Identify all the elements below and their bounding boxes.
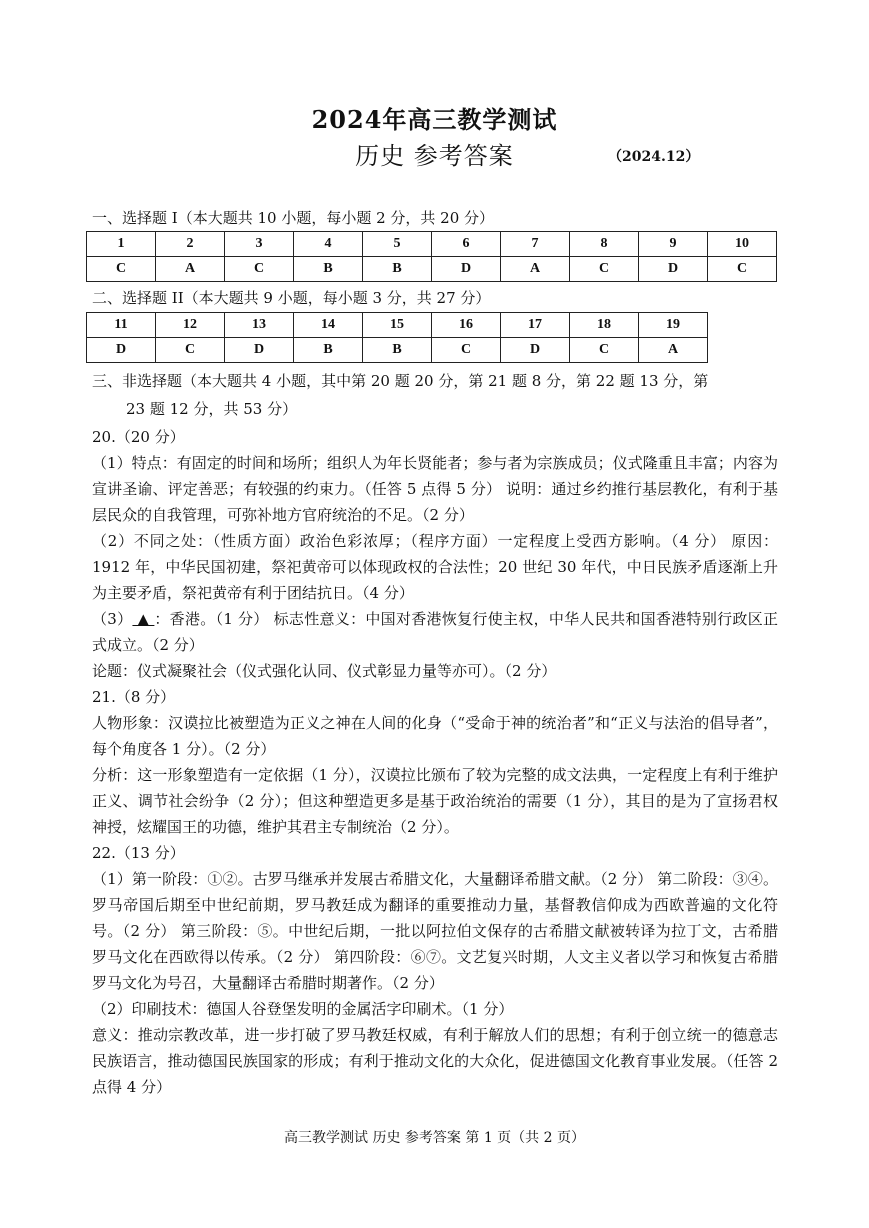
- question-number: 10: [708, 232, 777, 257]
- question-number: 11: [87, 313, 156, 338]
- q22-part2: （2）印刷技术：德国人谷登堡发明的金属活字印刷术。（1 分）: [92, 1000, 514, 1018]
- answer-cell: B: [363, 257, 432, 282]
- answer-cell: A: [501, 257, 570, 282]
- answer-cell: B: [363, 338, 432, 363]
- section1-number-row: [87, 232, 777, 257]
- page-title: 2024年高三教学测试: [311, 105, 558, 134]
- page-subtitle: 历史 参考答案: [355, 142, 514, 170]
- question-number: 8: [570, 232, 639, 257]
- answer-cell: A: [156, 257, 225, 282]
- question-number: 12: [156, 313, 225, 338]
- q21-part2: 分析：这一形象塑造有一定依据（1 分），汉谟拉比颁布了较为完整的成文法典，一定程度上有利于维护正义、调节社会纷争（2 分）；但这种塑造更多是基于政治统治的需要（1 分），其目的是为了宣扬君权神授，炫耀国王的功德，维护其君主专制统治（2 分）。: [92, 766, 778, 836]
- q20-part4: 论题：仪式凝聚社会（仪式强化认同、仪式彰显力量等亦可）。（2 分）: [92, 662, 557, 680]
- question-number: 6: [432, 232, 501, 257]
- answer-cell: B: [294, 257, 363, 282]
- q22-heading: 22.（13 分）: [92, 844, 185, 862]
- answer-cell: D: [225, 338, 294, 363]
- exam-date: （2024.12）: [608, 149, 700, 165]
- answer-cell: B: [294, 338, 363, 363]
- answer-cell: C: [708, 257, 777, 282]
- answer-cell: C: [570, 257, 639, 282]
- page-footer: 高三教学测试 历史 参考答案 第 1 页（共 2 页）: [284, 1130, 585, 1146]
- question-number: 13: [225, 313, 294, 338]
- q21-heading: 21.（8 分）: [92, 688, 176, 706]
- section1-title: 一、选择题 I（本大题共 10 小题，每小题 2 分，共 20 分）: [92, 209, 495, 227]
- question-number: 4: [294, 232, 363, 257]
- answer-cell: C: [87, 257, 156, 282]
- answer-cell: D: [432, 257, 501, 282]
- question-number: 5: [363, 232, 432, 257]
- section1-answer-row: [87, 257, 777, 282]
- section2-title: 二、选择题 II（本大题共 9 小题，每小题 3 分，共 27 分）: [92, 289, 491, 307]
- section1-answer-table: [86, 231, 777, 282]
- question-number: 17: [501, 313, 570, 338]
- question-number: 15: [363, 313, 432, 338]
- answer-body: [92, 424, 778, 1100]
- section3-title-cont: 23 题 12 分，共 53 分）: [126, 400, 298, 418]
- q21-part1: 人物形象：汉谟拉比被塑造为正义之神在人间的化身（“受命于神的统治者”和“正义与法治的倡导者”，每个角度各 1 分）。（2 分）: [92, 714, 778, 758]
- question-number: 9: [639, 232, 708, 257]
- q22-part3: 意义：推动宗教改革，进一步打破了罗马教廷权威，有利于解放人们的思想；有利于创立统一的德意志民族语言，推动德国民族国家的形成；有利于推动文化的大众化，促进德国文化教育事业发展。（任答 2 点得 4 分）: [92, 1026, 778, 1096]
- q20-part1: （1）特点：有固定的时间和场所；组织人为年长贤能者；参与者为宗族成员；仪式隆重且丰富；内容为宣讲圣谕、评定善恶；有较强的约束力。（任答 5 点得 5 分） 说明：通过乡约推行基层教化，有利于基层民众的自我管理，可弥补地方官府统治的不足。（2 分）: [92, 454, 778, 524]
- q20-part2: （2）不同之处：（性质方面）政治色彩浓厚；（程序方面）一定程度上受西方影响。（4 分） 原因：1912 年，中华民国初建，祭祀黄帝可以体现政权的合法性；20 世纪 30 年代，中日民族矛盾逐渐上升为主要矛盾，祭祀黄帝有利于团结抗日。（4 分）: [92, 532, 778, 602]
- section3-title: 三、非选择题（本大题共 4 小题，其中第 20 题 20 分，第 21 题 8 分，第 22 题 13 分，第: [92, 372, 709, 390]
- question-number: 14: [294, 313, 363, 338]
- question-number: 2: [156, 232, 225, 257]
- section2-answer-row: [87, 338, 708, 363]
- answer-cell: D: [87, 338, 156, 363]
- answer-cell: A: [639, 338, 708, 363]
- question-number: 19: [639, 313, 708, 338]
- q20-heading: 20.（20 分）: [92, 428, 185, 446]
- answer-cell: D: [501, 338, 570, 363]
- blank-mark: ▲: [132, 610, 155, 628]
- question-number: 16: [432, 313, 501, 338]
- section2-answer-table: [86, 312, 708, 363]
- q20-part3: [92, 606, 778, 658]
- q20-part3-prefix: （3）: [92, 610, 133, 628]
- question-number: 3: [225, 232, 294, 257]
- section2-number-row: [87, 313, 708, 338]
- question-number: 1: [87, 232, 156, 257]
- question-number: 18: [570, 313, 639, 338]
- q22-part1: （1）第一阶段：①②。古罗马继承并发展古希腊文化，大量翻译希腊文献。（2 分） 第二阶段：③④。罗马帝国后期至中世纪前期，罗马教廷成为翻译的重要推动力量，基督教信仰成为西欧普遍的文化符号。（2 分） 第三阶段：⑤。中世纪后期，一批以阿拉伯文保存的古希腊文献被转译为拉丁文，古希腊罗马文化在西欧得以传承。（2 分） 第四阶段：⑥⑦。文艺复兴时期，人文主义者以学习和恢复古希腊罗马文化为号召，大量翻译古希腊时期著作。（2 分）: [92, 870, 778, 992]
- answer-cell: C: [225, 257, 294, 282]
- answer-cell: D: [639, 257, 708, 282]
- q20-part3-text: ：香港。（1 分） 标志性意义：中国对香港恢复行使主权，中华人民共和国香港特别行政区正式成立。（2 分）: [92, 610, 778, 654]
- question-number: 7: [501, 232, 570, 257]
- answer-cell: C: [432, 338, 501, 363]
- answer-cell: C: [156, 338, 225, 363]
- answer-cell: C: [570, 338, 639, 363]
